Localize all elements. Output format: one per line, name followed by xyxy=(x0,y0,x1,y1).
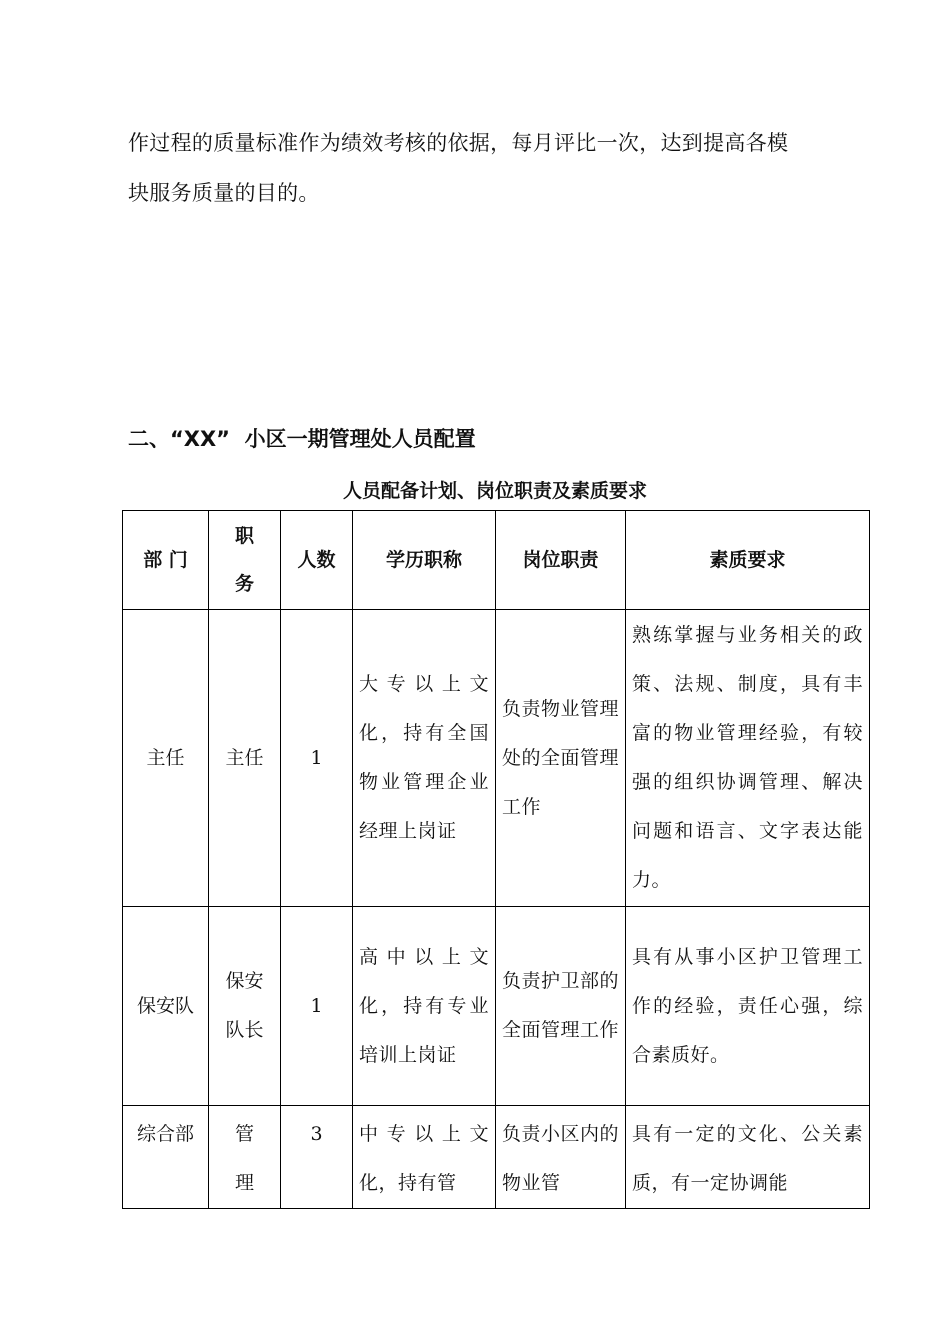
cell-duties-text: 负责小区内的物业管 xyxy=(502,1123,620,1194)
cell-education xyxy=(353,1106,496,1209)
cell-duties xyxy=(496,1106,626,1209)
cell-position-line-1: 保安 xyxy=(225,970,264,992)
cell-quality xyxy=(626,610,870,907)
cell-position: 主任 xyxy=(209,610,281,907)
cell-position xyxy=(209,907,281,1106)
cell-quality-text: 具有从事小区护卫管理工作的经验，责任心强，综合素质好。 xyxy=(632,945,863,1066)
cell-dept: 保安队 xyxy=(123,907,209,1106)
header-quality: 素质要求 xyxy=(626,511,870,610)
cell-education-text: 大专以上文化，持有全国物业管理企业经理上岗证 xyxy=(359,673,489,842)
cell-quality xyxy=(626,1106,870,1209)
header-dept: 部 门 xyxy=(123,511,209,610)
header-position-line-1: 职 xyxy=(234,525,254,547)
cell-count: 1 xyxy=(281,907,353,1106)
cell-education-text: 中专以上文化，持有管 xyxy=(359,1123,489,1194)
cell-count: 1 xyxy=(281,610,353,907)
table-row xyxy=(123,1106,870,1209)
table-row xyxy=(123,610,870,907)
section-heading: 二、“XX” 小区一期管理处人员配置 xyxy=(128,427,476,451)
cell-education xyxy=(353,610,496,907)
cell-position-line-2: 理 xyxy=(234,1172,254,1194)
intro-line-2: 块服务质量的目的。 xyxy=(128,181,320,205)
cell-duties-text: 负责护卫部的全面管理工作 xyxy=(502,970,620,1041)
header-position-line-2: 务 xyxy=(234,573,254,595)
header-education: 学历职称 xyxy=(353,511,496,610)
cell-dept: 主任 xyxy=(123,610,209,907)
cell-position xyxy=(209,1106,281,1209)
cell-duties-text: 负责物业管理处的全面管理工作 xyxy=(502,697,620,818)
table-caption: 人员配备计划、岗位职责及素质要求 xyxy=(342,480,647,502)
cell-quality xyxy=(626,907,870,1106)
intro-line-1: 作过程的质量标准作为绩效考核的依据，每月评比一次，达到提高各模 xyxy=(128,131,789,155)
cell-quality-text: 熟练掌握与业务相关的政策、法规、制度，具有丰富的物业管理经验，有较强的组织协调管理、解决问题和语言、文字表达能力。 xyxy=(632,624,863,891)
cell-count: 3 xyxy=(281,1106,353,1209)
table-row xyxy=(123,907,870,1106)
cell-duties xyxy=(496,907,626,1106)
staffing-table xyxy=(122,510,870,1209)
header-count: 人数 xyxy=(281,511,353,610)
cell-duties xyxy=(496,610,626,907)
cell-position-line-1: 管 xyxy=(234,1123,254,1145)
table-header-row xyxy=(123,511,870,610)
header-duties: 岗位职责 xyxy=(496,511,626,610)
cell-position-line-2: 队长 xyxy=(225,1019,264,1041)
header-position xyxy=(209,511,281,610)
cell-dept: 综合部 xyxy=(123,1106,209,1209)
cell-education xyxy=(353,907,496,1106)
cell-education-text: 高中以上文化，持有专业培训上岗证 xyxy=(359,945,489,1066)
cell-quality-text: 具有一定的文化、公关素质，有一定协调能 xyxy=(632,1123,863,1194)
